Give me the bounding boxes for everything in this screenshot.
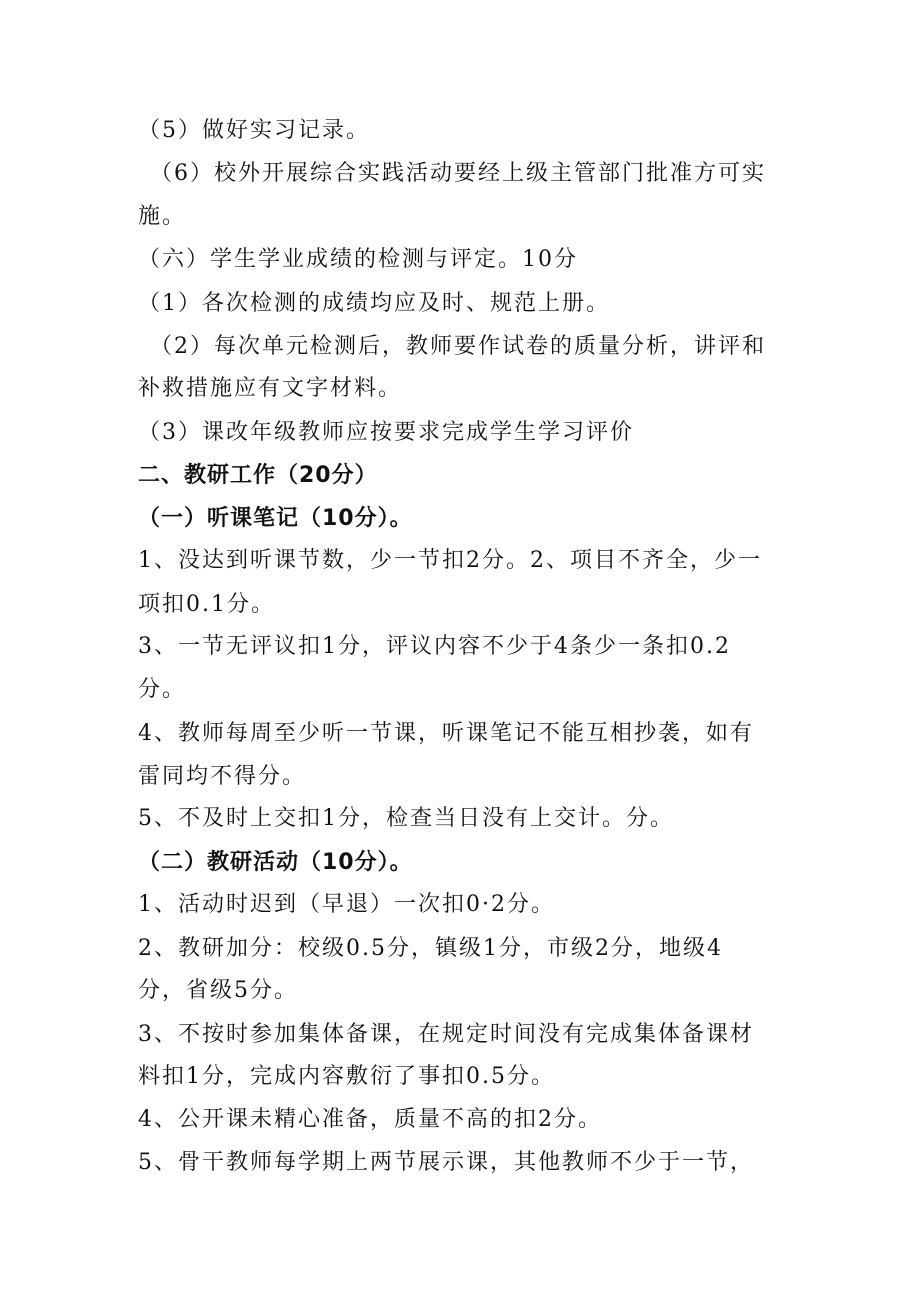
- item-6-practice-approval: （6）校外开展综合实践活动要经上级主管部门批准方可实: [150, 161, 766, 186]
- item-6-continuation: 施。: [138, 204, 187, 229]
- section-6-heading: （六）学生学业成绩的检测与评定。10分: [138, 247, 578, 272]
- activity-rule-2-continuation: 分，省级5分。: [138, 978, 298, 1003]
- item-5-record: （5）做好实习记录。: [138, 118, 370, 143]
- listening-rule-1-2: 1、没达到听课节数，少一节扣2分。2、项目不齐全，少一: [138, 548, 762, 573]
- listening-rule-4-continuation: 雷同均不得分。: [138, 764, 307, 789]
- activity-rule-3-continuation: 料扣1分，完成内容敷衍了事扣0.5分。: [138, 1064, 555, 1089]
- activity-rule-3: 3、不按时参加集体备课，在规定时间没有完成集体备课材: [138, 1022, 754, 1047]
- listening-rule-5: 5、不及时上交扣1分，检查当日没有上交计。分。: [138, 806, 674, 831]
- activity-rule-1: 1、活动时迟到（早退）一次扣0·2分。: [138, 892, 555, 917]
- listening-rule-2-continuation: 项扣0.1分。: [138, 592, 275, 617]
- section-6-item-2-continuation: 补救措施应有文字材料。: [138, 376, 403, 401]
- section-6-item-3: （3）课改年级教师应按要求完成学生学习评价: [138, 420, 634, 445]
- activity-rule-2: 2、教研加分：校级0.5分，镇级1分，市级2分，地级4: [138, 936, 723, 961]
- activity-rule-5: 5、骨干教师每学期上两节展示课，其他教师不少于一节，: [138, 1150, 754, 1175]
- section-6-item-1: （1）各次检测的成绩均应及时、规范上册。: [138, 291, 610, 316]
- listening-rule-3: 3、一节无评议扣1分，评议内容不少于4条少一条扣0.2: [138, 634, 731, 659]
- subsection-2-heading: （二）教研活动（10分）。: [138, 850, 413, 875]
- listening-rule-4: 4、教师每周至少听一节课，听课笔记不能互相抄袭，如有: [138, 721, 754, 746]
- listening-rule-3-continuation: 分。: [138, 677, 187, 702]
- subsection-1-heading: （一）听课笔记（10分）。: [138, 506, 413, 531]
- activity-rule-4: 4、公开课未精心准备，质量不高的扣2分。: [138, 1107, 602, 1132]
- chapter-2-heading: 二、教研工作（20分）: [138, 463, 378, 488]
- section-6-item-2: （2）每次单元检测后，教师要作试卷的质量分析，讲评和: [150, 334, 766, 359]
